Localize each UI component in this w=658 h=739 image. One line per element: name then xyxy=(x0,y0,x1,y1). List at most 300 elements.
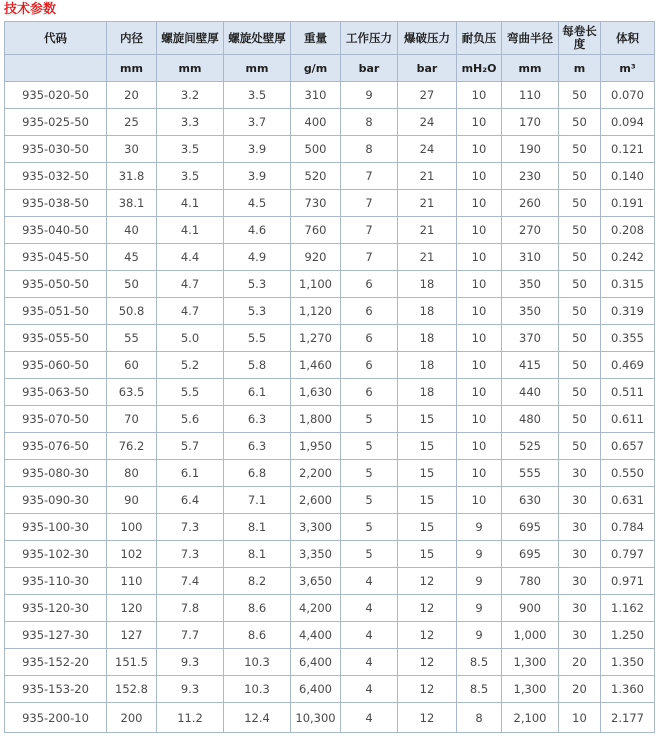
cell-burst-pressure: 12 xyxy=(398,649,457,676)
table-row xyxy=(5,217,655,244)
cell-vacuum: 9 xyxy=(457,514,502,541)
cell-wall-between-spiral: 7.3 xyxy=(157,541,224,568)
cell-code: 935-032-50 xyxy=(5,163,107,190)
cell-wall-between-spiral: 9.3 xyxy=(157,649,224,676)
table-row xyxy=(5,487,655,514)
cell-volume: 2.177 xyxy=(601,703,655,733)
cell-code: 935-040-50 xyxy=(5,217,107,244)
cell-roll-length: 50 xyxy=(559,244,601,271)
cell-inner-diameter: 45 xyxy=(107,244,157,271)
cell-burst-pressure: 21 xyxy=(398,190,457,217)
cell-burst-pressure: 15 xyxy=(398,541,457,568)
cell-vacuum: 8.5 xyxy=(457,649,502,676)
cell-wall-between-spiral: 11.2 xyxy=(157,703,224,733)
cell-code: 935-038-50 xyxy=(5,190,107,217)
cell-roll-length: 50 xyxy=(559,406,601,433)
table-row xyxy=(5,433,655,460)
cell-roll-length: 50 xyxy=(559,379,601,406)
unit-bend-radius: mm xyxy=(502,55,559,82)
table-row xyxy=(5,622,655,649)
table-row xyxy=(5,82,655,109)
cell-inner-diameter: 102 xyxy=(107,541,157,568)
cell-burst-pressure: 24 xyxy=(398,109,457,136)
cell-bend-radius: 370 xyxy=(502,325,559,352)
cell-working-pressure: 7 xyxy=(341,190,398,217)
cell-wall-at-spiral: 8.6 xyxy=(224,622,291,649)
cell-wall-between-spiral: 3.5 xyxy=(157,136,224,163)
cell-roll-length: 30 xyxy=(559,487,601,514)
unit-working-pressure: bar xyxy=(341,55,398,82)
cell-working-pressure: 4 xyxy=(341,676,398,703)
cell-vacuum: 8.5 xyxy=(457,676,502,703)
cell-burst-pressure: 21 xyxy=(398,163,457,190)
cell-burst-pressure: 21 xyxy=(398,244,457,271)
cell-working-pressure: 6 xyxy=(341,379,398,406)
cell-code: 935-051-50 xyxy=(5,298,107,325)
cell-inner-diameter: 55 xyxy=(107,325,157,352)
table-row xyxy=(5,136,655,163)
cell-bend-radius: 1,000 xyxy=(502,622,559,649)
cell-weight: 730 xyxy=(291,190,341,217)
cell-inner-diameter: 90 xyxy=(107,487,157,514)
cell-inner-diameter: 120 xyxy=(107,595,157,622)
cell-inner-diameter: 38.1 xyxy=(107,190,157,217)
table-row xyxy=(5,595,655,622)
cell-code: 935-020-50 xyxy=(5,82,107,109)
cell-volume: 1.250 xyxy=(601,622,655,649)
cell-weight: 4,200 xyxy=(291,595,341,622)
cell-vacuum: 9 xyxy=(457,541,502,568)
cell-bend-radius: 695 xyxy=(502,541,559,568)
cell-working-pressure: 4 xyxy=(341,649,398,676)
cell-wall-at-spiral: 4.9 xyxy=(224,244,291,271)
cell-inner-diameter: 50.8 xyxy=(107,298,157,325)
section-title: 技术参数 xyxy=(4,2,57,17)
cell-weight: 520 xyxy=(291,163,341,190)
cell-weight: 10,300 xyxy=(291,703,341,733)
cell-code: 935-200-10 xyxy=(5,703,107,733)
cell-wall-between-spiral: 3.3 xyxy=(157,109,224,136)
cell-bend-radius: 350 xyxy=(502,298,559,325)
cell-code: 935-102-30 xyxy=(5,541,107,568)
cell-inner-diameter: 31.8 xyxy=(107,163,157,190)
cell-weight: 3,650 xyxy=(291,568,341,595)
cell-bend-radius: 780 xyxy=(502,568,559,595)
cell-roll-length: 50 xyxy=(559,190,601,217)
table-row xyxy=(5,514,655,541)
cell-burst-pressure: 27 xyxy=(398,82,457,109)
cell-weight: 310 xyxy=(291,82,341,109)
cell-volume: 1.162 xyxy=(601,595,655,622)
table-row xyxy=(5,406,655,433)
cell-weight: 760 xyxy=(291,217,341,244)
cell-roll-length: 30 xyxy=(559,514,601,541)
unit-vacuum: mH₂O xyxy=(457,55,502,82)
cell-weight: 920 xyxy=(291,244,341,271)
cell-bend-radius: 695 xyxy=(502,514,559,541)
cell-volume: 0.094 xyxy=(601,109,655,136)
cell-wall-at-spiral: 5.5 xyxy=(224,325,291,352)
cell-inner-diameter: 63.5 xyxy=(107,379,157,406)
cell-wall-between-spiral: 5.7 xyxy=(157,433,224,460)
cell-weight: 6,400 xyxy=(291,649,341,676)
cell-code: 935-100-30 xyxy=(5,514,107,541)
cell-wall-at-spiral: 5.3 xyxy=(224,298,291,325)
cell-vacuum: 10 xyxy=(457,433,502,460)
cell-inner-diameter: 30 xyxy=(107,136,157,163)
cell-bend-radius: 230 xyxy=(502,163,559,190)
cell-wall-between-spiral: 4.7 xyxy=(157,298,224,325)
cell-wall-at-spiral: 12.4 xyxy=(224,703,291,733)
cell-volume: 0.657 xyxy=(601,433,655,460)
cell-working-pressure: 4 xyxy=(341,703,398,733)
cell-vacuum: 9 xyxy=(457,595,502,622)
unit-wall-at-spiral: mm xyxy=(224,55,291,82)
cell-working-pressure: 5 xyxy=(341,460,398,487)
table-row xyxy=(5,190,655,217)
cell-wall-between-spiral: 4.4 xyxy=(157,244,224,271)
cell-roll-length: 30 xyxy=(559,595,601,622)
cell-wall-at-spiral: 6.3 xyxy=(224,406,291,433)
cell-working-pressure: 8 xyxy=(341,136,398,163)
table-row xyxy=(5,271,655,298)
cell-inner-diameter: 70 xyxy=(107,406,157,433)
cell-inner-diameter: 40 xyxy=(107,217,157,244)
header-vacuum: 耐负压 xyxy=(457,22,502,55)
cell-working-pressure: 6 xyxy=(341,271,398,298)
cell-wall-between-spiral: 9.3 xyxy=(157,676,224,703)
cell-wall-between-spiral: 5.6 xyxy=(157,406,224,433)
cell-wall-between-spiral: 6.4 xyxy=(157,487,224,514)
cell-vacuum: 10 xyxy=(457,136,502,163)
header-roll-length: 每卷长度 xyxy=(559,22,601,55)
cell-roll-length: 50 xyxy=(559,82,601,109)
cell-vacuum: 10 xyxy=(457,487,502,514)
cell-code: 935-045-50 xyxy=(5,244,107,271)
cell-code: 935-080-30 xyxy=(5,460,107,487)
cell-vacuum: 10 xyxy=(457,406,502,433)
cell-burst-pressure: 15 xyxy=(398,433,457,460)
cell-weight: 1,630 xyxy=(291,379,341,406)
cell-wall-at-spiral: 8.6 xyxy=(224,595,291,622)
cell-roll-length: 20 xyxy=(559,676,601,703)
cell-wall-between-spiral: 7.3 xyxy=(157,514,224,541)
cell-working-pressure: 5 xyxy=(341,487,398,514)
header-code: 代码 xyxy=(5,22,107,55)
cell-code: 935-055-50 xyxy=(5,325,107,352)
table-row xyxy=(5,109,655,136)
unit-burst-pressure: bar xyxy=(398,55,457,82)
header-wall-between-spiral: 螺旋间壁厚 xyxy=(157,22,224,55)
cell-vacuum: 10 xyxy=(457,190,502,217)
cell-volume: 0.319 xyxy=(601,298,655,325)
cell-volume: 1.350 xyxy=(601,649,655,676)
cell-weight: 4,400 xyxy=(291,622,341,649)
cell-vacuum: 10 xyxy=(457,352,502,379)
cell-weight: 1,800 xyxy=(291,406,341,433)
cell-bend-radius: 525 xyxy=(502,433,559,460)
cell-bend-radius: 170 xyxy=(502,109,559,136)
cell-weight: 1,270 xyxy=(291,325,341,352)
cell-wall-between-spiral: 7.7 xyxy=(157,622,224,649)
cell-wall-at-spiral: 10.3 xyxy=(224,649,291,676)
table-row xyxy=(5,163,655,190)
cell-inner-diameter: 200 xyxy=(107,703,157,733)
cell-burst-pressure: 18 xyxy=(398,352,457,379)
cell-volume: 0.070 xyxy=(601,82,655,109)
cell-weight: 2,600 xyxy=(291,487,341,514)
cell-roll-length: 50 xyxy=(559,271,601,298)
cell-volume: 0.631 xyxy=(601,487,655,514)
cell-bend-radius: 1,300 xyxy=(502,676,559,703)
cell-roll-length: 50 xyxy=(559,163,601,190)
cell-volume: 0.469 xyxy=(601,352,655,379)
cell-wall-between-spiral: 4.7 xyxy=(157,271,224,298)
cell-roll-length: 30 xyxy=(559,568,601,595)
cell-volume: 0.315 xyxy=(601,271,655,298)
cell-volume: 0.208 xyxy=(601,217,655,244)
cell-working-pressure: 4 xyxy=(341,568,398,595)
cell-code: 935-153-20 xyxy=(5,676,107,703)
cell-wall-between-spiral: 6.1 xyxy=(157,460,224,487)
cell-roll-length: 50 xyxy=(559,352,601,379)
cell-wall-between-spiral: 4.1 xyxy=(157,217,224,244)
spec-table xyxy=(4,21,655,733)
header-row xyxy=(5,22,655,55)
cell-bend-radius: 900 xyxy=(502,595,559,622)
cell-wall-at-spiral: 6.1 xyxy=(224,379,291,406)
cell-weight: 1,950 xyxy=(291,433,341,460)
cell-wall-at-spiral: 7.1 xyxy=(224,487,291,514)
cell-bend-radius: 2,100 xyxy=(502,703,559,733)
unit-volume: m³ xyxy=(601,55,655,82)
cell-roll-length: 20 xyxy=(559,649,601,676)
cell-roll-length: 30 xyxy=(559,460,601,487)
cell-burst-pressure: 15 xyxy=(398,406,457,433)
cell-weight: 6,400 xyxy=(291,676,341,703)
cell-code: 935-110-30 xyxy=(5,568,107,595)
table-row xyxy=(5,703,655,733)
unit-wall-between-spiral: mm xyxy=(157,55,224,82)
cell-weight: 2,200 xyxy=(291,460,341,487)
cell-bend-radius: 260 xyxy=(502,190,559,217)
cell-inner-diameter: 110 xyxy=(107,568,157,595)
cell-wall-between-spiral: 3.2 xyxy=(157,82,224,109)
cell-weight: 500 xyxy=(291,136,341,163)
unit-code xyxy=(5,55,107,82)
cell-burst-pressure: 18 xyxy=(398,325,457,352)
cell-volume: 0.140 xyxy=(601,163,655,190)
header-working-pressure: 工作压力 xyxy=(341,22,398,55)
cell-working-pressure: 6 xyxy=(341,325,398,352)
cell-code: 935-127-30 xyxy=(5,622,107,649)
cell-roll-length: 10 xyxy=(559,703,601,733)
cell-burst-pressure: 12 xyxy=(398,622,457,649)
cell-burst-pressure: 15 xyxy=(398,514,457,541)
cell-wall-at-spiral: 3.9 xyxy=(224,163,291,190)
cell-inner-diameter: 25 xyxy=(107,109,157,136)
cell-burst-pressure: 12 xyxy=(398,703,457,733)
cell-code: 935-063-50 xyxy=(5,379,107,406)
header-bend-radius: 弯曲半径 xyxy=(502,22,559,55)
cell-roll-length: 50 xyxy=(559,433,601,460)
cell-working-pressure: 9 xyxy=(341,82,398,109)
unit-roll-length: m xyxy=(559,55,601,82)
cell-vacuum: 8 xyxy=(457,703,502,733)
cell-burst-pressure: 15 xyxy=(398,460,457,487)
header-weight: 重量 xyxy=(291,22,341,55)
cell-volume: 0.550 xyxy=(601,460,655,487)
cell-burst-pressure: 12 xyxy=(398,676,457,703)
cell-bend-radius: 110 xyxy=(502,82,559,109)
cell-roll-length: 50 xyxy=(559,109,601,136)
cell-bend-radius: 630 xyxy=(502,487,559,514)
cell-volume: 0.511 xyxy=(601,379,655,406)
cell-working-pressure: 7 xyxy=(341,163,398,190)
cell-volume: 0.355 xyxy=(601,325,655,352)
unit-weight: g/m xyxy=(291,55,341,82)
table-row xyxy=(5,352,655,379)
table-row xyxy=(5,541,655,568)
cell-working-pressure: 5 xyxy=(341,406,398,433)
cell-code: 935-120-30 xyxy=(5,595,107,622)
cell-volume: 0.191 xyxy=(601,190,655,217)
cell-wall-between-spiral: 5.5 xyxy=(157,379,224,406)
cell-vacuum: 10 xyxy=(457,460,502,487)
cell-working-pressure: 8 xyxy=(341,109,398,136)
cell-inner-diameter: 100 xyxy=(107,514,157,541)
cell-weight: 400 xyxy=(291,109,341,136)
cell-working-pressure: 5 xyxy=(341,433,398,460)
cell-vacuum: 10 xyxy=(457,82,502,109)
cell-bend-radius: 415 xyxy=(502,352,559,379)
cell-code: 935-070-50 xyxy=(5,406,107,433)
cell-inner-diameter: 20 xyxy=(107,82,157,109)
cell-wall-between-spiral: 5.0 xyxy=(157,325,224,352)
cell-burst-pressure: 12 xyxy=(398,568,457,595)
table-row xyxy=(5,298,655,325)
table-row xyxy=(5,325,655,352)
table-row xyxy=(5,568,655,595)
table-row xyxy=(5,460,655,487)
cell-burst-pressure: 21 xyxy=(398,217,457,244)
cell-working-pressure: 4 xyxy=(341,595,398,622)
cell-wall-between-spiral: 3.5 xyxy=(157,163,224,190)
cell-roll-length: 50 xyxy=(559,217,601,244)
cell-vacuum: 10 xyxy=(457,217,502,244)
cell-roll-length: 50 xyxy=(559,136,601,163)
cell-wall-between-spiral: 7.4 xyxy=(157,568,224,595)
cell-vacuum: 10 xyxy=(457,271,502,298)
cell-burst-pressure: 18 xyxy=(398,379,457,406)
cell-wall-at-spiral: 5.8 xyxy=(224,352,291,379)
cell-bend-radius: 1,300 xyxy=(502,649,559,676)
cell-vacuum: 9 xyxy=(457,622,502,649)
cell-bend-radius: 310 xyxy=(502,244,559,271)
cell-weight: 3,350 xyxy=(291,541,341,568)
table-row xyxy=(5,379,655,406)
cell-wall-at-spiral: 8.1 xyxy=(224,514,291,541)
cell-volume: 0.971 xyxy=(601,568,655,595)
cell-roll-length: 50 xyxy=(559,298,601,325)
cell-working-pressure: 7 xyxy=(341,244,398,271)
cell-bend-radius: 555 xyxy=(502,460,559,487)
cell-vacuum: 10 xyxy=(457,379,502,406)
cell-wall-at-spiral: 3.5 xyxy=(224,82,291,109)
cell-wall-at-spiral: 8.1 xyxy=(224,541,291,568)
cell-bend-radius: 440 xyxy=(502,379,559,406)
cell-burst-pressure: 12 xyxy=(398,595,457,622)
cell-roll-length: 50 xyxy=(559,325,601,352)
table-row xyxy=(5,676,655,703)
cell-vacuum: 10 xyxy=(457,109,502,136)
cell-volume: 0.121 xyxy=(601,136,655,163)
header-volume: 体积 xyxy=(601,22,655,55)
cell-burst-pressure: 15 xyxy=(398,487,457,514)
cell-code: 935-090-30 xyxy=(5,487,107,514)
header-inner-diameter: 内径 xyxy=(107,22,157,55)
cell-wall-between-spiral: 5.2 xyxy=(157,352,224,379)
cell-weight: 1,120 xyxy=(291,298,341,325)
cell-inner-diameter: 152.8 xyxy=(107,676,157,703)
cell-inner-diameter: 76.2 xyxy=(107,433,157,460)
cell-bend-radius: 190 xyxy=(502,136,559,163)
cell-roll-length: 30 xyxy=(559,622,601,649)
cell-inner-diameter: 151.5 xyxy=(107,649,157,676)
cell-vacuum: 10 xyxy=(457,325,502,352)
cell-wall-at-spiral: 10.3 xyxy=(224,676,291,703)
cell-bend-radius: 480 xyxy=(502,406,559,433)
table-row xyxy=(5,649,655,676)
cell-code: 935-050-50 xyxy=(5,271,107,298)
cell-inner-diameter: 127 xyxy=(107,622,157,649)
cell-wall-at-spiral: 4.6 xyxy=(224,217,291,244)
header-burst-pressure: 爆破压力 xyxy=(398,22,457,55)
cell-burst-pressure: 18 xyxy=(398,298,457,325)
table-row xyxy=(5,244,655,271)
cell-vacuum: 10 xyxy=(457,244,502,271)
cell-wall-at-spiral: 3.9 xyxy=(224,136,291,163)
cell-working-pressure: 4 xyxy=(341,622,398,649)
cell-wall-at-spiral: 5.3 xyxy=(224,271,291,298)
cell-code: 935-025-50 xyxy=(5,109,107,136)
cell-weight: 1,460 xyxy=(291,352,341,379)
cell-wall-at-spiral: 6.3 xyxy=(224,433,291,460)
cell-bend-radius: 270 xyxy=(502,217,559,244)
cell-volume: 0.797 xyxy=(601,541,655,568)
table-body xyxy=(5,82,655,733)
cell-wall-between-spiral: 7.8 xyxy=(157,595,224,622)
cell-wall-at-spiral: 8.2 xyxy=(224,568,291,595)
cell-wall-at-spiral: 4.5 xyxy=(224,190,291,217)
cell-inner-diameter: 50 xyxy=(107,271,157,298)
cell-inner-diameter: 60 xyxy=(107,352,157,379)
cell-wall-at-spiral: 3.7 xyxy=(224,109,291,136)
cell-working-pressure: 5 xyxy=(341,541,398,568)
units-row xyxy=(5,55,655,82)
cell-working-pressure: 6 xyxy=(341,298,398,325)
cell-wall-at-spiral: 6.8 xyxy=(224,460,291,487)
cell-working-pressure: 5 xyxy=(341,514,398,541)
header-wall-at-spiral: 螺旋处壁厚 xyxy=(224,22,291,55)
cell-burst-pressure: 24 xyxy=(398,136,457,163)
cell-vacuum: 10 xyxy=(457,163,502,190)
cell-inner-diameter: 80 xyxy=(107,460,157,487)
cell-burst-pressure: 18 xyxy=(398,271,457,298)
cell-bend-radius: 350 xyxy=(502,271,559,298)
cell-volume: 0.784 xyxy=(601,514,655,541)
cell-working-pressure: 7 xyxy=(341,217,398,244)
